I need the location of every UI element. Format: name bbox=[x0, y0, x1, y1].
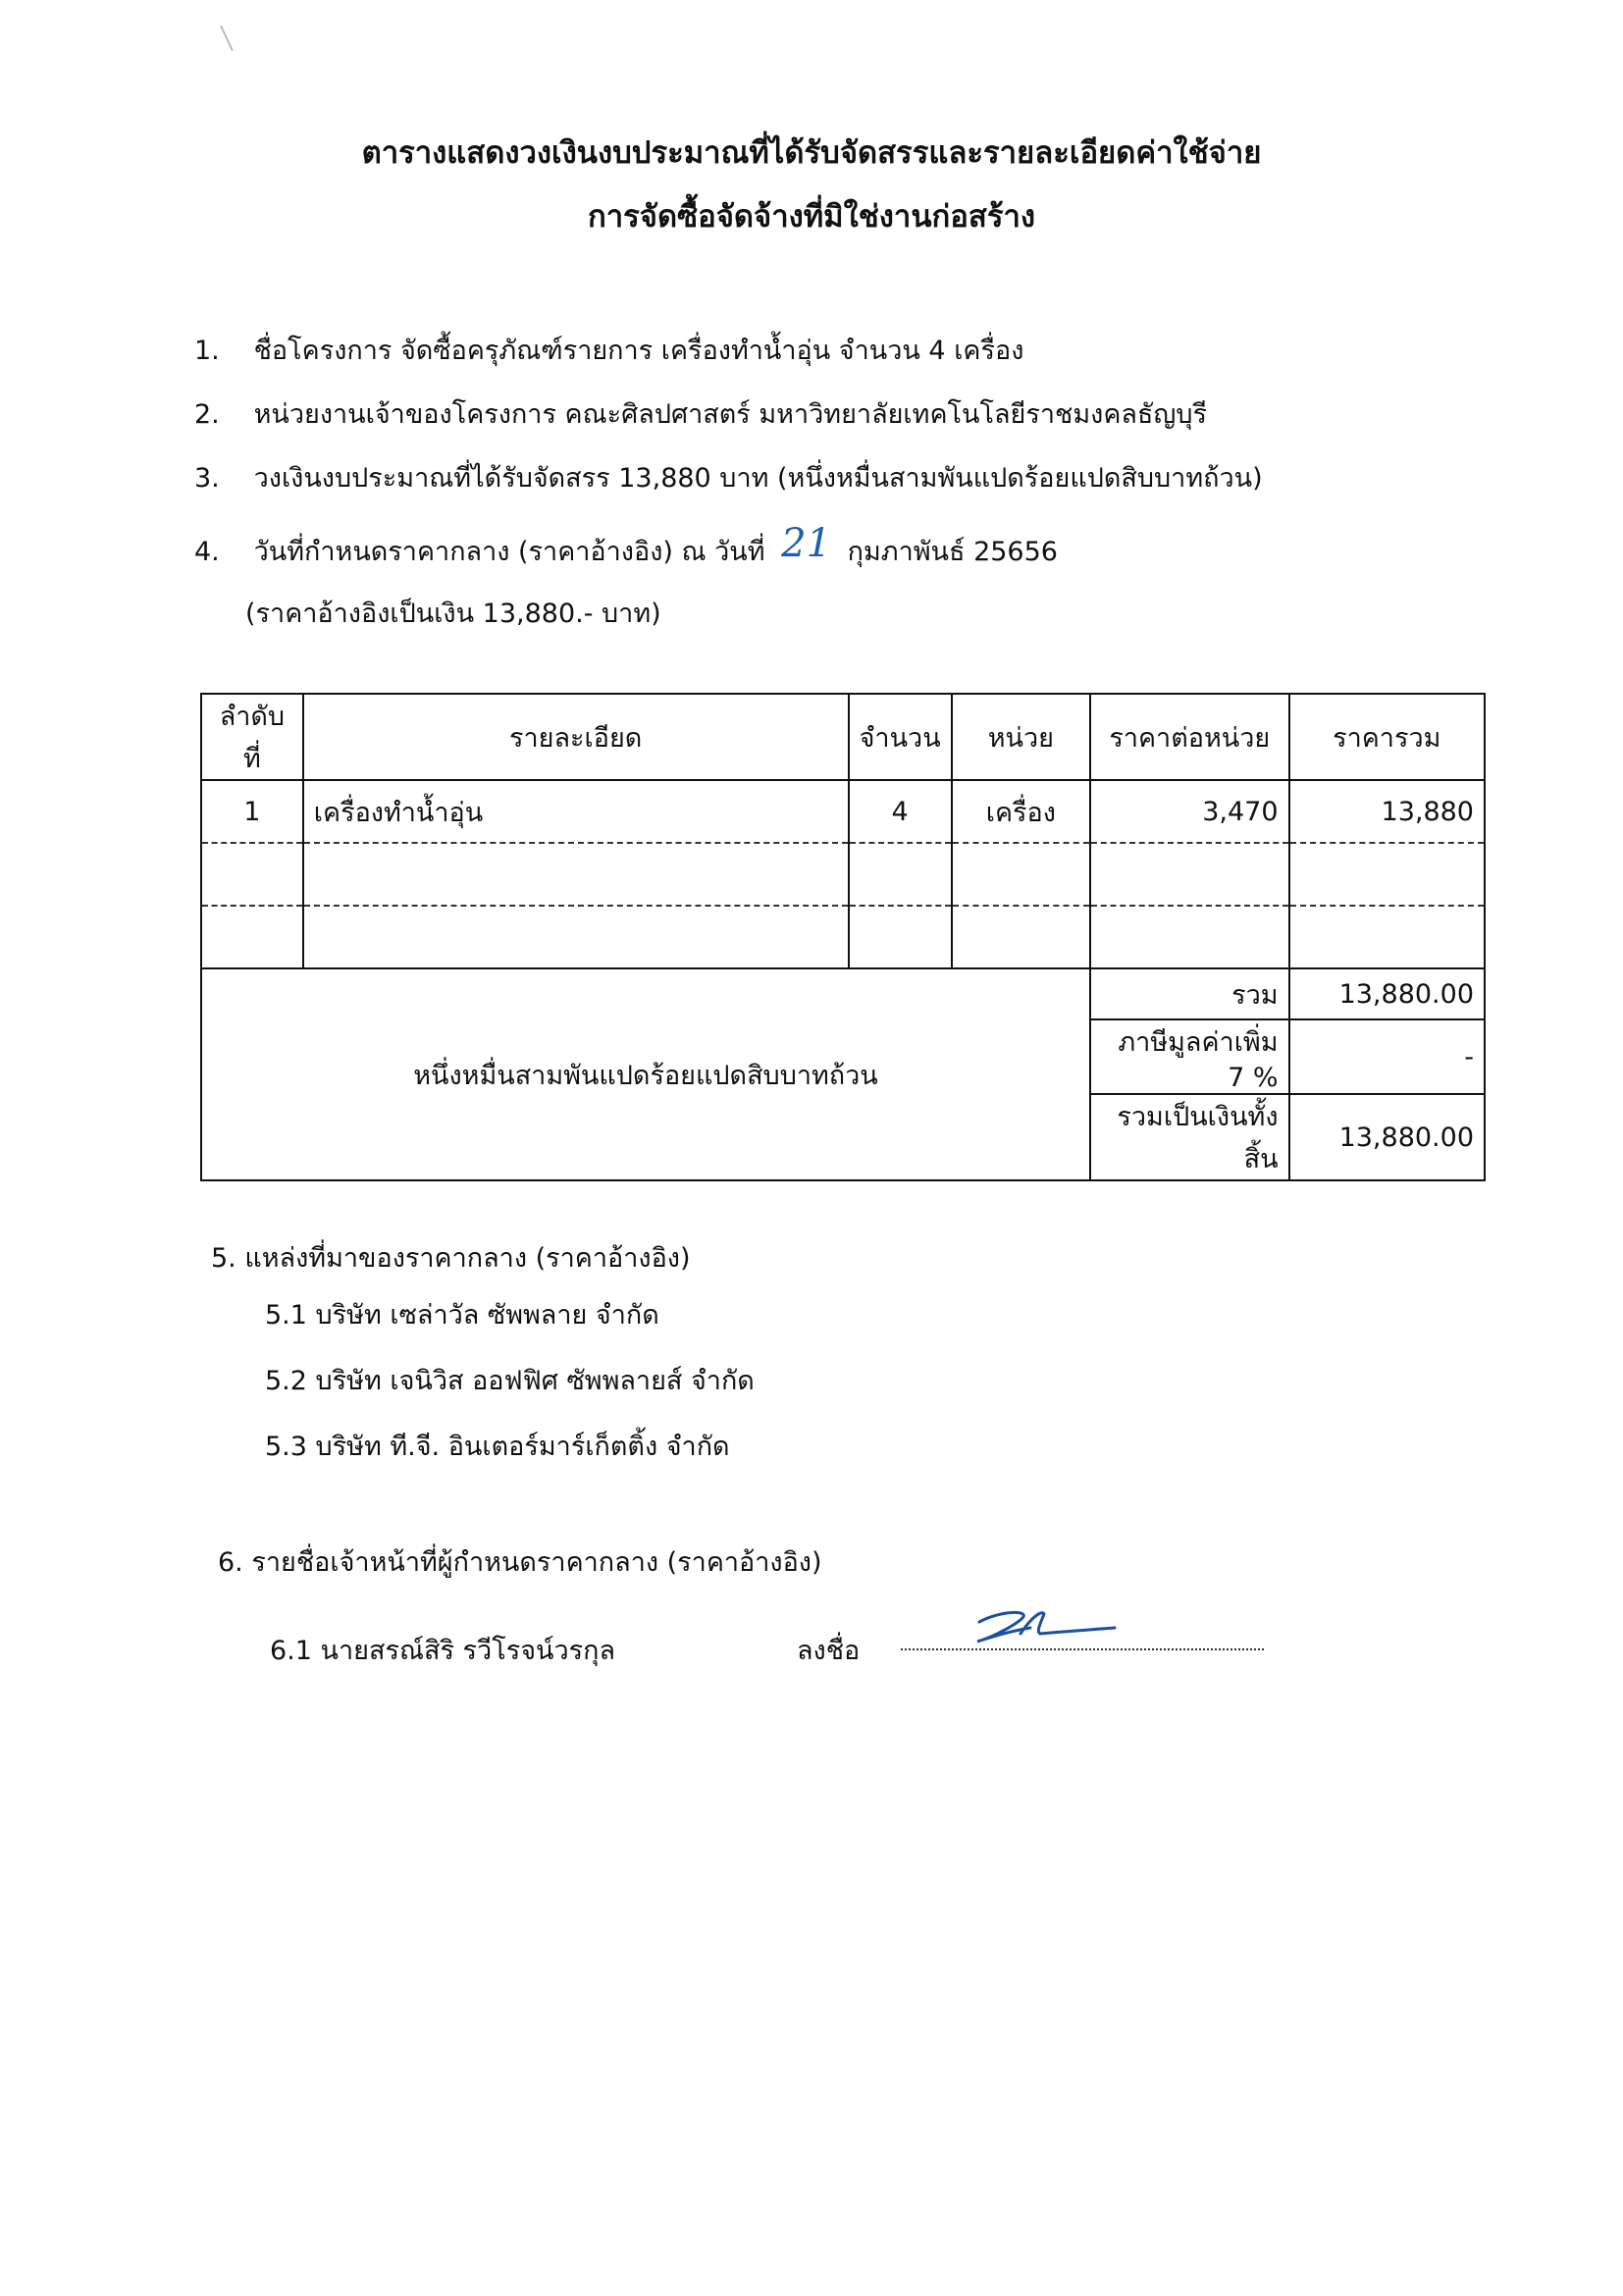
header-total-price: ราคารวม bbox=[1289, 694, 1485, 780]
signature-mark bbox=[971, 1604, 1119, 1648]
item-4-subline: (ราคาอ้างอิงเป็นเงิน 13,880.- บาท) bbox=[245, 599, 661, 629]
item-1 bbox=[194, 329, 1023, 371]
header-quantity: จำนวน bbox=[849, 694, 952, 780]
item-2-number: 2. bbox=[194, 399, 220, 430]
cell-order: 1 bbox=[201, 780, 303, 843]
item-4-text-a: วันที่กำหนดราคากลาง (ราคาอ้างอิง) ณ วันที่ bbox=[253, 537, 765, 567]
header-unit: หน่วย bbox=[952, 694, 1090, 780]
section-5-heading: 5. แหล่งที่มาของราคากลาง (ราคาอ้างอิง) bbox=[211, 1243, 691, 1274]
item-2-text: หน่วยงานเจ้าของโครงการ คณะศิลปศาสตร์ มหาวิทยาลัยเทคโนโลยีราชมงคลธัญบุรี bbox=[253, 399, 1208, 430]
table-empty-row bbox=[201, 906, 1485, 968]
table-header-row bbox=[201, 694, 1485, 780]
cell-quantity: 4 bbox=[849, 780, 952, 843]
item-3 bbox=[194, 456, 1263, 498]
table-row bbox=[201, 780, 1485, 843]
summary-value-vat: - bbox=[1289, 1019, 1485, 1094]
item-4 bbox=[194, 521, 1058, 572]
item-4-text-b: กุมภาพันธ์ 25656 bbox=[847, 537, 1058, 567]
source-1: 5.1 บริษัท เซล่าวัล ซัพพลาย จำกัด bbox=[265, 1300, 659, 1331]
scan-mark bbox=[220, 26, 234, 51]
table-empty-row bbox=[201, 843, 1485, 906]
header-unit-price: ราคาต่อหน่วย bbox=[1090, 694, 1289, 780]
amount-in-words: หนึ่งหมื่นสามพันแปดร้อยแปดสิบบาทถ้วน bbox=[201, 968, 1090, 1180]
item-3-text: วงเงินงบประมาณที่ได้รับจัดสรร 13,880 บาท (หนึ่งหมื่นสามพันแปดร้อยแปดสิบบาทถ้วน) bbox=[253, 463, 1263, 494]
header-detail: รายละเอียด bbox=[303, 694, 849, 780]
cell-total-price: 13,880 bbox=[1289, 780, 1485, 843]
item-3-number: 3. bbox=[194, 463, 220, 494]
section-6-heading: 6. รายชื่อเจ้าหน้าที่ผู้กำหนดราคากลาง (ราคาอ้างอิง) bbox=[218, 1547, 822, 1578]
document-title-line-2: การจัดซื้อจัดจ้างที่มิใช่งานก่อสร้าง bbox=[587, 199, 1036, 235]
document-title-line-1: ตารางแสดงวงเงินงบประมาณที่ได้รับจัดสรรและรายละเอียดค่าใช้จ่าย bbox=[361, 135, 1262, 171]
cell-unit-price: 3,470 bbox=[1090, 780, 1289, 843]
cell-detail: เครื่องทำน้ำอุ่น bbox=[303, 780, 849, 843]
source-2: 5.2 บริษัท เจนิวิส ออฟฟิศ ซัพพลายส์ จำกัด bbox=[265, 1366, 755, 1396]
officer-name: 6.1 นายสรณ์สิริ รวีโรจน์วรกุล bbox=[270, 1636, 616, 1666]
header-order: ลำดับที่ bbox=[201, 694, 303, 780]
summary-row-subtotal bbox=[201, 968, 1485, 1019]
item-1-text: ชื่อโครงการ จัดซื้อครุภัณฑ์รายการ เครื่องทำน้ำอุ่น จำนวน 4 เครื่อง bbox=[253, 336, 1024, 366]
summary-label-vat: ภาษีมูลค่าเพิ่ม 7 % bbox=[1090, 1019, 1289, 1094]
summary-value-grand-total: 13,880.00 bbox=[1289, 1094, 1485, 1180]
summary-label-subtotal: รวม bbox=[1090, 968, 1289, 1019]
budget-table bbox=[200, 693, 1486, 1181]
item-2 bbox=[194, 392, 1207, 435]
cell-unit: เครื่อง bbox=[952, 780, 1090, 843]
sign-label: ลงชื่อ bbox=[797, 1636, 861, 1666]
source-3: 5.3 บริษัท ที.จี. อินเตอร์มาร์เก็ตติ้ง จำกัด bbox=[265, 1432, 730, 1462]
item-4-number: 4. bbox=[194, 537, 220, 567]
summary-value-subtotal: 13,880.00 bbox=[1289, 968, 1485, 1019]
item-1-number: 1. bbox=[194, 336, 220, 366]
summary-label-grand-total: รวมเป็นเงินทั้งสิ้น bbox=[1090, 1094, 1289, 1180]
handwritten-day: 21 bbox=[781, 521, 832, 566]
